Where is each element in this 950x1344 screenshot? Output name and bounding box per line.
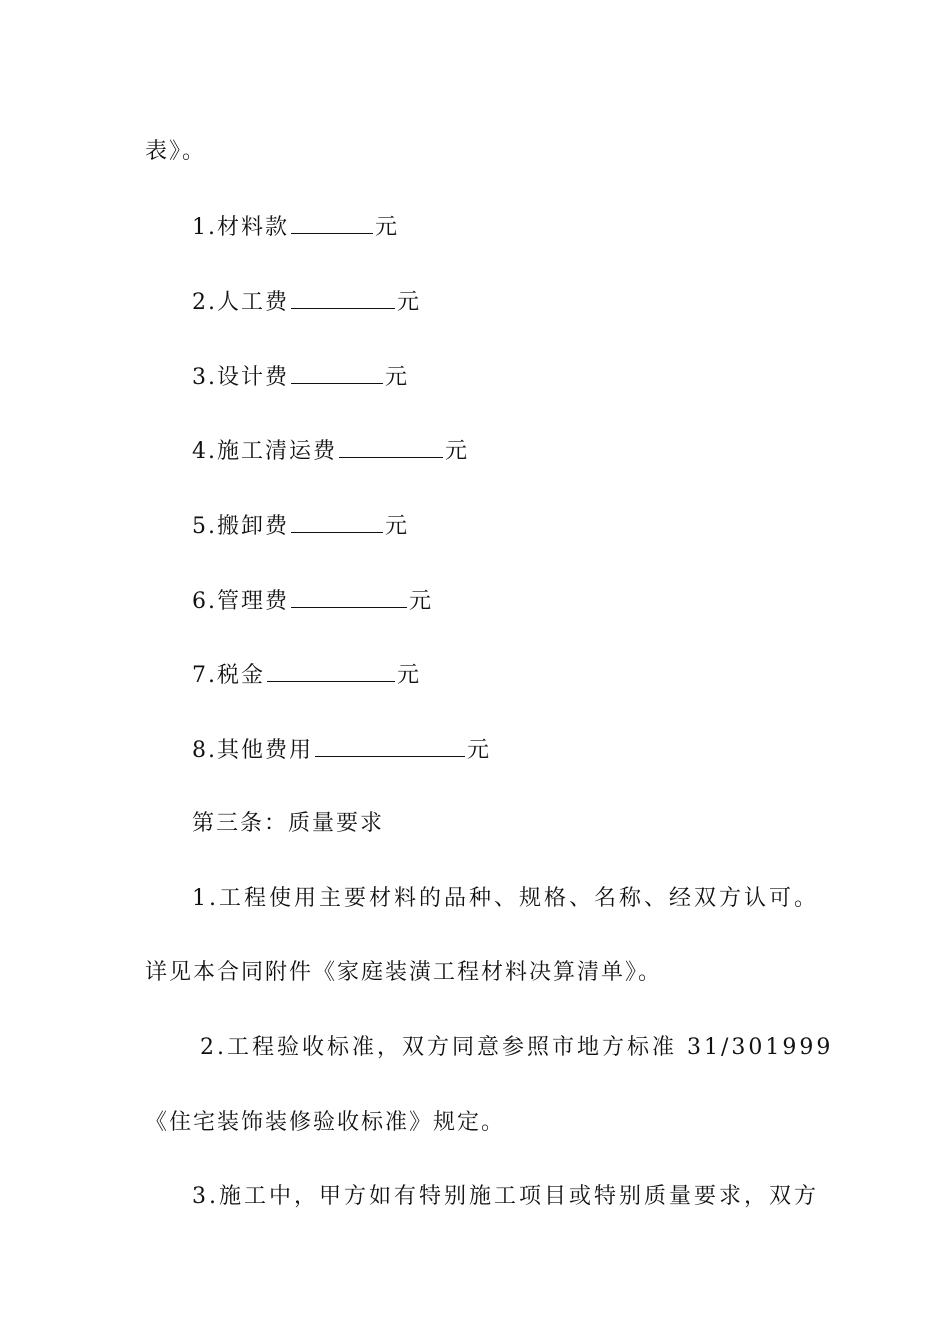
unit-label: 元 bbox=[467, 738, 492, 763]
blank-field bbox=[267, 659, 395, 682]
fee-label: 6.管理费 bbox=[192, 589, 289, 614]
unit-label: 元 bbox=[385, 365, 410, 390]
fee-item-cleanup bbox=[192, 435, 469, 467]
text-line: 表》。 bbox=[145, 139, 207, 164]
blank-field bbox=[291, 361, 383, 384]
fee-item-other bbox=[192, 734, 491, 766]
fee-item-design bbox=[192, 361, 409, 393]
unit-label: 元 bbox=[397, 663, 422, 688]
section-heading: 第三条：质量要求 bbox=[192, 811, 385, 836]
unit-label: 元 bbox=[397, 290, 422, 315]
text-line: 2.工程验收标准，双方同意参照市地方标准 31/301999 bbox=[200, 1035, 834, 1060]
blank-field bbox=[291, 211, 373, 234]
text-line: 《住宅装饰装修验收标准》规定。 bbox=[145, 1110, 506, 1135]
fee-label: 2.人工费 bbox=[192, 290, 289, 315]
blank-field bbox=[291, 585, 407, 608]
fee-label: 7.税金 bbox=[192, 663, 265, 688]
fee-label: 8.其他费用 bbox=[192, 738, 313, 763]
fee-label: 4.施工清运费 bbox=[192, 439, 337, 464]
blank-field bbox=[291, 286, 395, 309]
fee-item-management bbox=[192, 585, 433, 617]
text-line: 3.施工中，甲方如有特别施工项目或特别质量要求，双方 bbox=[192, 1184, 819, 1209]
unit-label: 元 bbox=[375, 215, 400, 240]
blank-field bbox=[339, 435, 443, 458]
fee-item-tax bbox=[192, 659, 421, 691]
unit-label: 元 bbox=[409, 589, 434, 614]
blank-field bbox=[315, 734, 465, 757]
fee-item-handling bbox=[192, 510, 409, 542]
unit-label: 元 bbox=[385, 514, 410, 539]
text-line: 详见本合同附件《家庭装潢工程材料决算清单》。 bbox=[145, 960, 663, 985]
fee-label: 5.搬卸费 bbox=[192, 514, 289, 539]
fee-label: 3.设计费 bbox=[192, 365, 289, 390]
text-line: 1.工程使用主要材料的品种、规格、名称、经双方认可。 bbox=[192, 886, 819, 911]
fee-item-labor bbox=[192, 286, 421, 318]
unit-label: 元 bbox=[445, 439, 470, 464]
blank-field bbox=[291, 510, 383, 533]
fee-label: 1.材料款 bbox=[192, 215, 289, 240]
fee-item-materials bbox=[192, 211, 399, 243]
